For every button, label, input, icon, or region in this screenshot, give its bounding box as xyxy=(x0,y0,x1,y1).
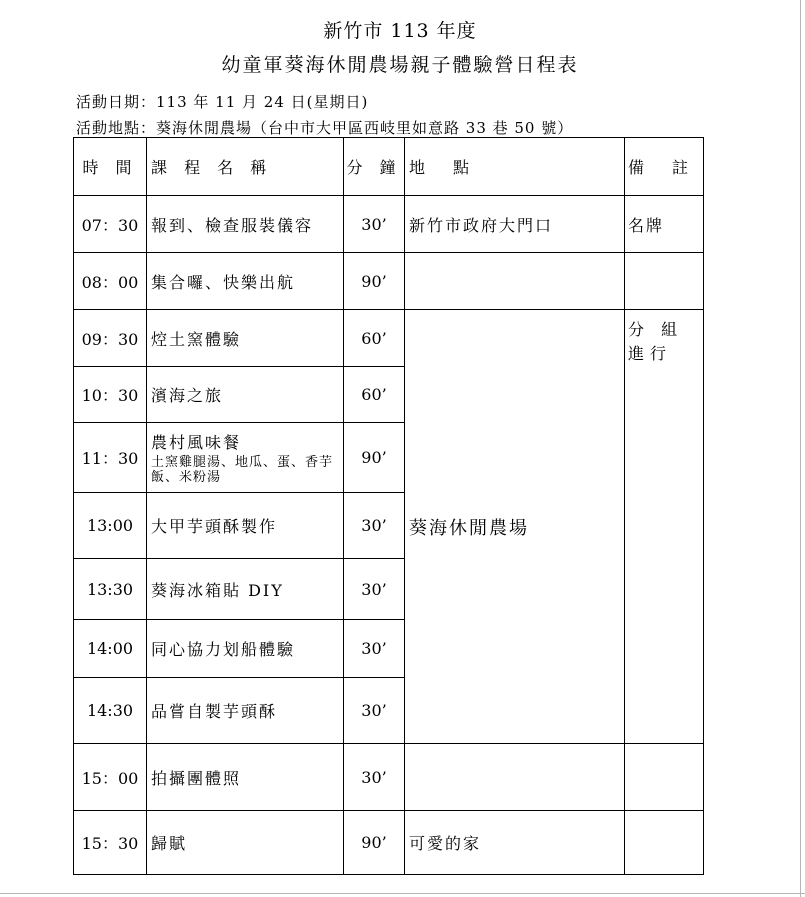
header-minutes: 分 鐘 xyxy=(344,138,405,196)
row-note: 名牌 xyxy=(625,196,704,253)
row-time: 07：30 xyxy=(74,196,147,253)
row-course: 拍攝團體照 xyxy=(147,744,344,811)
row-course: 葵海冰箱貼 DIY xyxy=(147,559,344,620)
row-course: 同心協力划船體驗 xyxy=(147,620,344,678)
row-course: 濱海之旅 xyxy=(147,367,344,423)
row-note xyxy=(625,253,704,310)
header-time: 時 間 xyxy=(74,138,147,196)
row-place xyxy=(405,253,625,310)
page-edge-right xyxy=(800,0,801,897)
table-row xyxy=(74,744,704,811)
row-course: 報到、檢查服裝儀容 xyxy=(147,196,344,253)
document-title: 幼童軍葵海休閒農場親子體驗營日程表 xyxy=(221,54,579,76)
row-time: 14:30 xyxy=(74,678,147,744)
table-row xyxy=(74,811,704,875)
row-place: 可愛的家 xyxy=(405,811,625,875)
row-time: 13:30 xyxy=(74,559,147,620)
row-minutes: 90’ xyxy=(344,423,405,493)
row-course-cell xyxy=(147,423,344,493)
schedule-table xyxy=(73,137,704,875)
table-row xyxy=(74,196,704,253)
row-course: 品嘗自製芋頭酥 xyxy=(147,678,344,744)
row-place: 新竹市政府大門口 xyxy=(405,196,625,253)
row-course: 大甲芋頭酥製作 xyxy=(147,493,344,559)
row-course: 焢土窯體驗 xyxy=(147,310,344,367)
row-minutes: 30’ xyxy=(344,620,405,678)
row-time: 15：30 xyxy=(74,811,147,875)
activity-date: 活動日期：113 年 11 月 24 日(星期日) xyxy=(76,93,369,111)
row-time: 14:00 xyxy=(74,620,147,678)
merged-note-text: 分 組 進行 xyxy=(628,320,684,363)
row-course: 農村風味餐 xyxy=(151,433,242,452)
row-minutes: 90’ xyxy=(344,253,405,310)
row-note xyxy=(625,811,704,875)
row-place xyxy=(405,744,625,811)
row-time: 09：30 xyxy=(74,310,147,367)
row-minutes: 30’ xyxy=(344,493,405,559)
header-note: 備 註 xyxy=(625,138,704,196)
header-place: 地 點 xyxy=(405,138,625,196)
row-minutes: 60’ xyxy=(344,310,405,367)
document-title-year: 新竹市 113 年度 xyxy=(323,20,477,42)
page-edge-bottom xyxy=(0,893,805,894)
merged-note-cell xyxy=(625,310,704,744)
row-minutes: 90’ xyxy=(344,811,405,875)
row-course: 集合囉、快樂出航 xyxy=(147,253,344,310)
header-course: 課 程 名 稱 xyxy=(147,138,344,196)
row-minutes: 30’ xyxy=(344,196,405,253)
row-time: 15：00 xyxy=(74,744,147,811)
row-time: 11：30 xyxy=(74,423,147,493)
row-course: 歸賦 xyxy=(147,811,344,875)
table-header-row xyxy=(74,138,704,196)
row-minutes: 60’ xyxy=(344,367,405,423)
row-note xyxy=(625,744,704,811)
row-time: 10：30 xyxy=(74,367,147,423)
row-time: 13:00 xyxy=(74,493,147,559)
row-minutes: 30’ xyxy=(344,559,405,620)
row-minutes: 30’ xyxy=(344,678,405,744)
row-minutes: 30’ xyxy=(344,744,405,811)
row-time: 08：00 xyxy=(74,253,147,310)
table-row xyxy=(74,310,704,367)
table-row xyxy=(74,253,704,310)
row-course-menu: 土窯雞腿湯、地瓜、蛋、香芋飯、米粉湯 xyxy=(151,455,334,485)
activity-location: 活動地點：葵海休閒農場（台中市大甲區西岐里如意路 33 巷 50 號） xyxy=(76,119,574,137)
merged-place-cell: 葵海休閒農場 xyxy=(405,310,625,744)
